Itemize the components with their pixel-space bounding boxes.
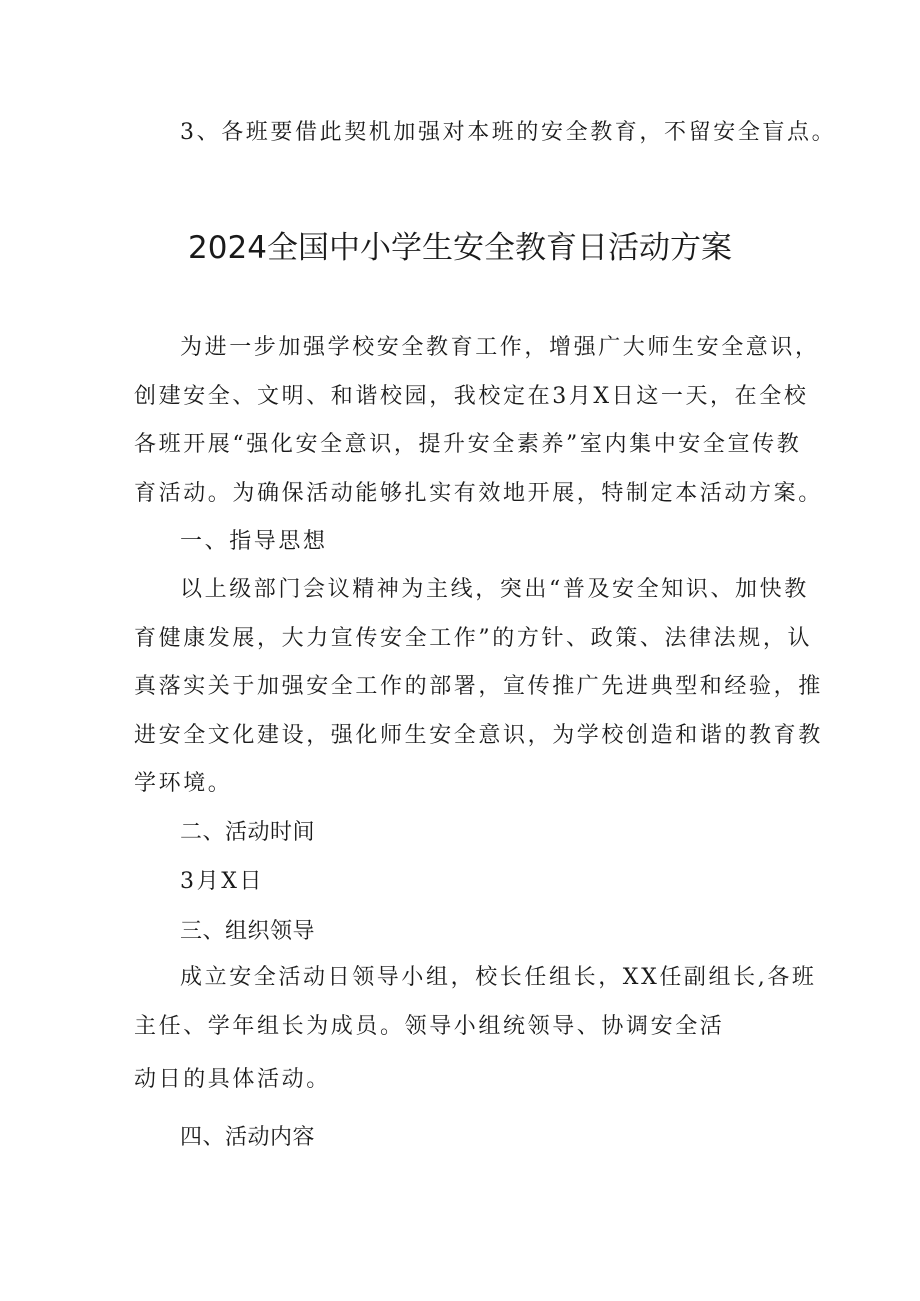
section-heading-guiding-ideology: 一、指导思想 xyxy=(180,529,328,554)
intro-line: 育活动。为确保活动能够扎实有效地开展，特制定本活动方案。 xyxy=(134,481,823,506)
intro-line: 创建安全、文明、和谐校园，我校定在3月X日这一天，在全校 xyxy=(134,384,809,409)
activity-time-value: 3月X日 xyxy=(180,869,265,894)
body-line: 进安全文化建设，强化师生安全意识，为学校创造和谐的教育教 xyxy=(134,723,823,748)
body-line: 学环境。 xyxy=(134,771,233,796)
body-line: 以上级部门会议精神为主线，突出“普及安全知识、加快教 xyxy=(180,577,809,602)
section-heading-organization: 三、组织领导 xyxy=(180,919,316,944)
list-item-3: 3、各班要借此契机加强对本班的安全教育，不留安全盲点。 xyxy=(180,120,837,145)
intro-line: 为进一步加强学校安全教育工作，增强广大师生安全意识， xyxy=(180,335,820,360)
body-line: 真落实关于加强安全工作的部署，宣传推广先进典型和经验，推 xyxy=(134,674,823,699)
section-heading-activity-content: 四、活动内容 xyxy=(180,1125,316,1150)
body-line: 成立安全活动日领导小组，校长任组长，XX任副组长,各班 xyxy=(180,965,817,990)
body-line: 育健康发展，大力宣传安全工作”的方针、政策、法律法规，认 xyxy=(134,626,813,651)
body-line: 主任、学年组长为成员。领导小组统领导、协调安全活 xyxy=(134,1014,725,1039)
document-title: 2024全国中小学生安全教育日活动方案 xyxy=(188,230,732,266)
section-heading-activity-time: 二、活动时间 xyxy=(180,820,316,845)
intro-line: 各班开展“强化安全意识，提升安全素养”室内集中安全宣传教 xyxy=(134,432,802,457)
body-line: 动日的具体活动。 xyxy=(134,1067,331,1092)
